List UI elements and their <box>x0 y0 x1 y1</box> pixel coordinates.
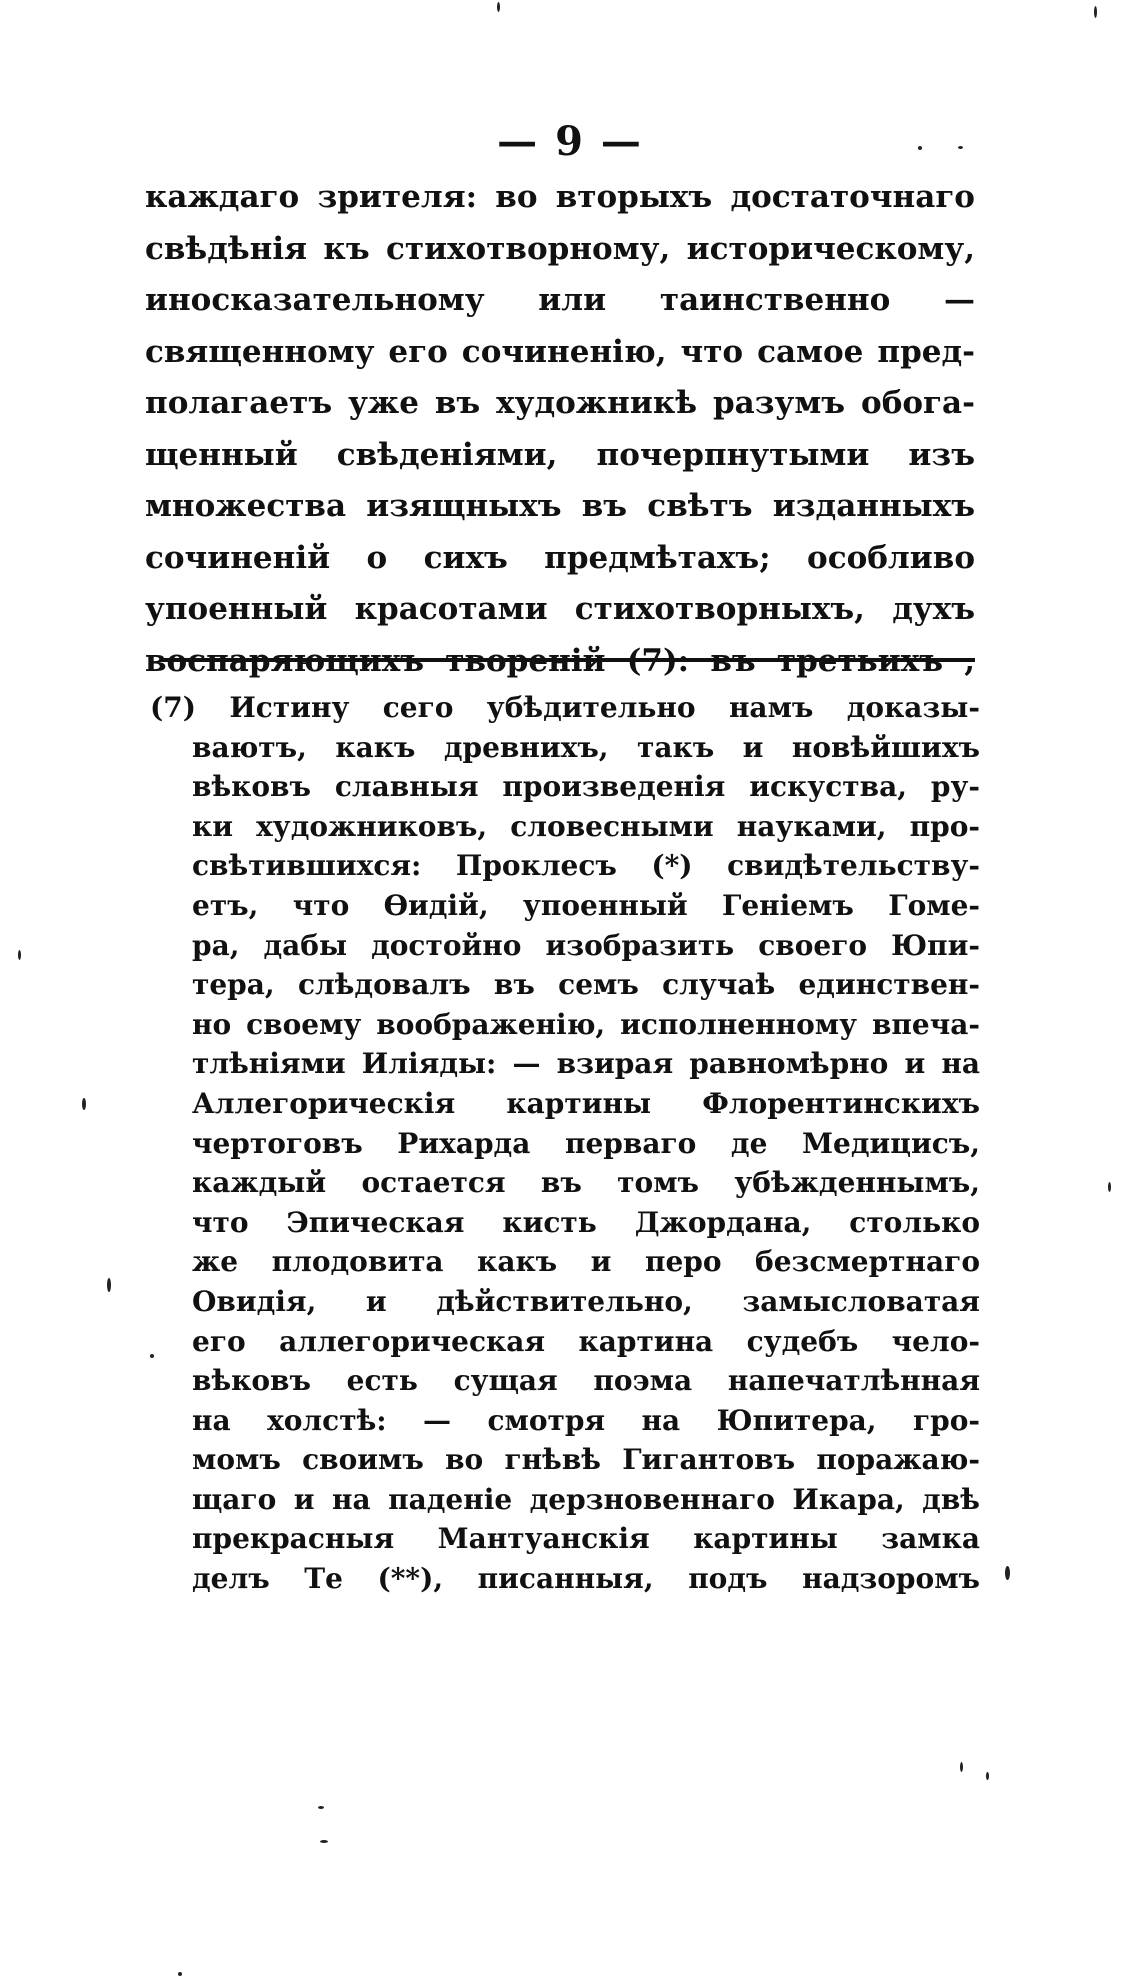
footnote-line: (7) Истину сего убѣдительно намъ доказы- <box>150 691 980 724</box>
footnote-line: вѣковъ есть сущая поэма напечатлѣнная <box>192 1364 980 1398</box>
footnote-line: вѣковъ славныя произведенія искуства, ру- <box>192 770 980 804</box>
footnote-line: прекрасныя Мантуанскія картины замка <box>192 1522 980 1556</box>
footnote-separator-rule <box>160 658 975 662</box>
footnote-line: тера, слѣдовалъ въ семъ случаѣ единствен- <box>192 968 980 1002</box>
scan-speck <box>918 146 922 150</box>
main-text-line: иносказательному или таинственно — <box>145 282 975 318</box>
footnote-line: же плодовита какъ и перо безсмертнаго <box>192 1245 980 1279</box>
footnote-line: момъ своимъ во гнѣвѣ Гигантовъ поражаю- <box>192 1443 980 1477</box>
footnote-line: его аллегорическая картина судебъ чело- <box>192 1324 980 1358</box>
footnote-line: Овидія, и дѣйствительно, замысловатая <box>192 1284 980 1318</box>
main-text <box>145 172 975 687</box>
footnote-line: на холстѣ: — смотря на Юпитера, гро- <box>192 1403 980 1437</box>
main-text-line: полагаетъ уже въ художникѣ разумъ обога- <box>145 385 975 421</box>
main-text-line: свѣдѣнія къ стихотворному, историческому, <box>145 230 975 267</box>
footnote-line: чертоговъ Рихарда перваго де Медицисъ, <box>192 1126 980 1160</box>
footnote-line: свѣтившихся: Проклесъ (*) свидѣтельству- <box>192 849 980 883</box>
scan-speck <box>18 950 21 960</box>
footnote-line: ки художниковъ, словесными науками, про- <box>192 809 980 843</box>
footnote-line: ваютъ, какъ древнихъ, такъ и новѣйшихъ <box>192 730 980 764</box>
scan-speck <box>318 1806 324 1809</box>
main-text-line: священному его сочиненію, что самое пред- <box>145 333 975 370</box>
scan-speck <box>82 1098 86 1110</box>
scan-speck <box>1094 6 1097 18</box>
footnote-line: каждый остается въ томъ убѣжденнымъ, <box>192 1166 980 1200</box>
page-number: — 9 — <box>497 118 643 165</box>
footnote-line: етъ, что Ѳидій, упоенный Геніемъ Гоме- <box>192 888 980 922</box>
scan-speck <box>320 1840 328 1843</box>
scan-speck <box>150 1354 154 1358</box>
main-text-line: каждаго зрителя: во вторыхъ достаточнаго <box>145 179 975 215</box>
footnote-line: ра, дабы достойно изобразить своего Юпи- <box>192 928 980 962</box>
footnote-line: Аллегорическія картины Флорентинскихъ <box>192 1086 980 1120</box>
footnote-line: но своему воображенію, исполненному впеча- <box>192 1007 980 1041</box>
scan-speck <box>178 1972 182 1976</box>
scan-speck <box>986 1772 989 1780</box>
footnote-line: тлѣніями Иліяды: — взирая равномѣрно и на <box>192 1047 980 1081</box>
main-text-line: упоенный красотами стихотворныхъ, духъ <box>145 591 975 627</box>
footnote-line: делъ Те (**), писанныя, подъ надзоромъ <box>192 1562 980 1596</box>
scan-speck <box>1108 1182 1111 1192</box>
footnote-line: что Эпическая кисть Джордана, столько <box>192 1205 980 1239</box>
footnote <box>150 688 980 1599</box>
footnote-line: щаго и на паденіе дерзновеннаго Икара, двѣ <box>192 1482 980 1516</box>
main-text-line: сочиненій о сихъ предмѣтахъ; особливо <box>145 539 975 576</box>
main-text-line: воспаряющихъ твореній (7): въ третьихъ , <box>145 642 975 679</box>
main-text-line: щенный свѣденіями, почерпнутыми изъ <box>145 436 975 473</box>
scan-speck <box>1005 1566 1010 1580</box>
scan-speck <box>960 1762 963 1772</box>
scan-speck <box>958 146 963 149</box>
scan-speck <box>107 1278 111 1292</box>
main-text-line: множества изящныхъ въ свѣтъ изданныхъ <box>145 488 975 524</box>
scan-speck <box>497 2 500 12</box>
